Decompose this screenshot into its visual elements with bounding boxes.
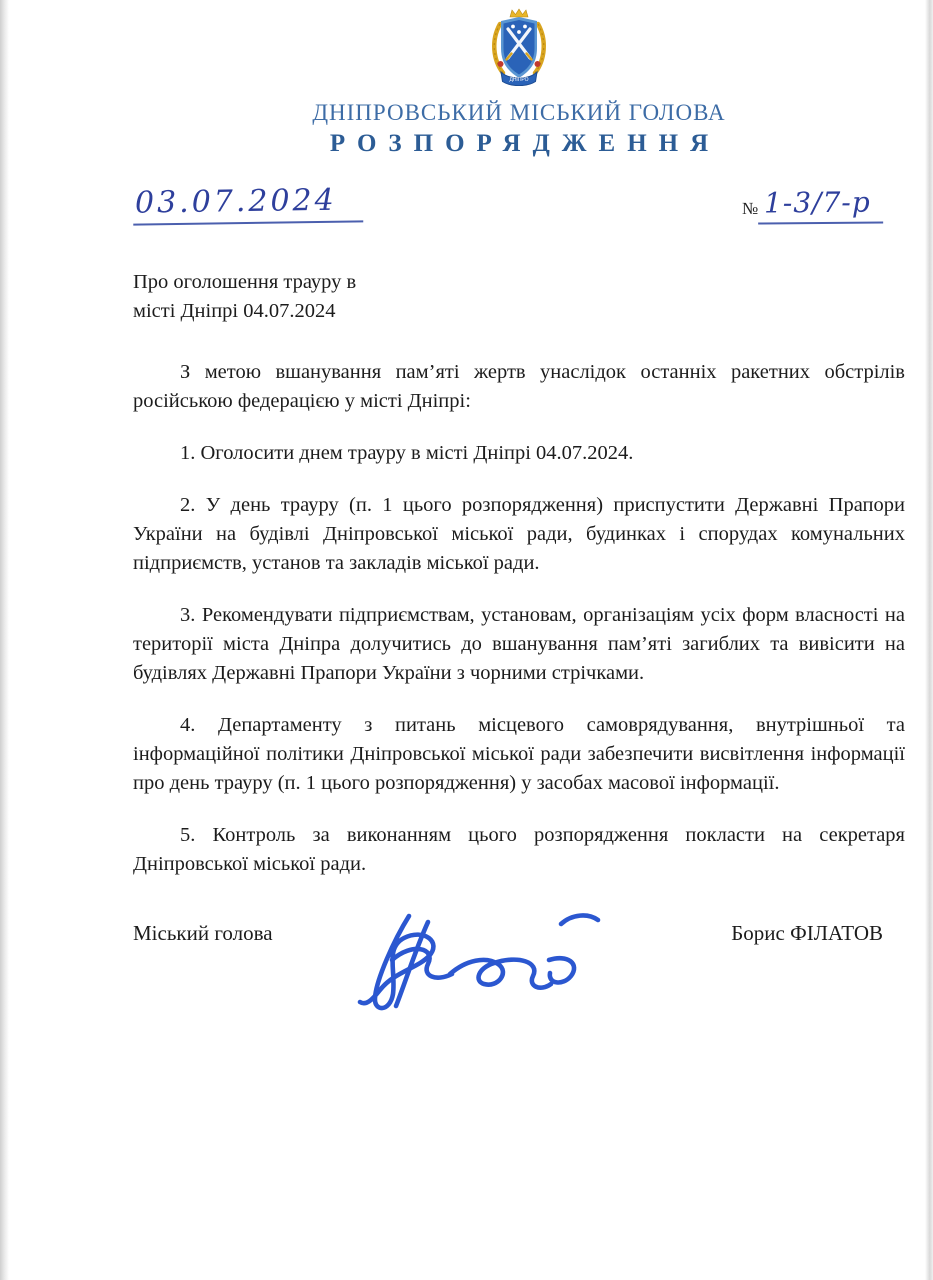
- doc-number-group: [742, 186, 883, 224]
- emblem-wrap: [133, 0, 905, 86]
- paragraph-intro: З метою вшанування пам’яті жертв унаслідок останніх ракетних обстрілів російською федерацією у місті Дніпрі:: [133, 361, 905, 412]
- authority-title: ДНІПРОВСЬКИЙ МІСЬКИЙ ГОЛОВА: [312, 100, 726, 125]
- signature-row: [133, 921, 905, 946]
- doc-type-title: РОЗПОРЯДЖЕННЯ: [329, 130, 721, 157]
- dnipro-coat-of-arms-icon: [488, 8, 550, 86]
- scan-edge-right: [925, 0, 933, 1280]
- scan-edge-left: [0, 0, 9, 1280]
- paragraph-item-3: 3. Рекомендувати підприємствам, установам, організаціям усіх форм власності на території міста Дніпра долучитись до вшанування пам’яті загиблих та вивісити на будівлях Державні Прапори України з чорними стрічками.: [133, 604, 905, 684]
- doc-number-handwritten: 1-3/7-р: [758, 185, 883, 224]
- paragraph-item-4: 4. Департаменту з питань місцевого самоврядування, внутрішньої та інформаційної політики Дніпровської міської ради забезпечити висвітлення інформації про день трауру (п. 1 цього розпорядження) у засобах масової інформації.: [133, 714, 905, 794]
- subject-line-2: місті Дніпрі 04.07.2024: [133, 300, 336, 322]
- subject-line-1: Про оголошення трауру в: [133, 271, 357, 293]
- emblem-ribbon-text: ДНІПРО: [509, 77, 529, 83]
- paragraph-item-2: 2. У день трауру (п. 1 цього розпорядження) приспустити Державні Прапори України на будівлі Дніпровської міської ради, будинках і спорудах комунальних підприємств, установ та закладів міської ради.: [133, 494, 905, 574]
- paragraph-item-1: 1. Оголосити днем трауру в місті Дніпрі 04.07.2024.: [180, 442, 634, 464]
- requisites-row: [133, 184, 905, 224]
- document-body: [133, 0, 905, 946]
- signer-position-title: Міський голова: [133, 921, 273, 945]
- decree-text: [133, 358, 905, 879]
- paragraph-item-5: 5. Контроль за виконанням цього розпорядження покласти на секретаря Дніпровської міської ради.: [133, 824, 905, 875]
- subject-block: [133, 268, 473, 326]
- date-handwritten: 03.07.2024: [133, 182, 363, 225]
- doc-number-label: №: [742, 199, 759, 218]
- signer-name: Борис ФІЛАТОВ: [731, 921, 883, 945]
